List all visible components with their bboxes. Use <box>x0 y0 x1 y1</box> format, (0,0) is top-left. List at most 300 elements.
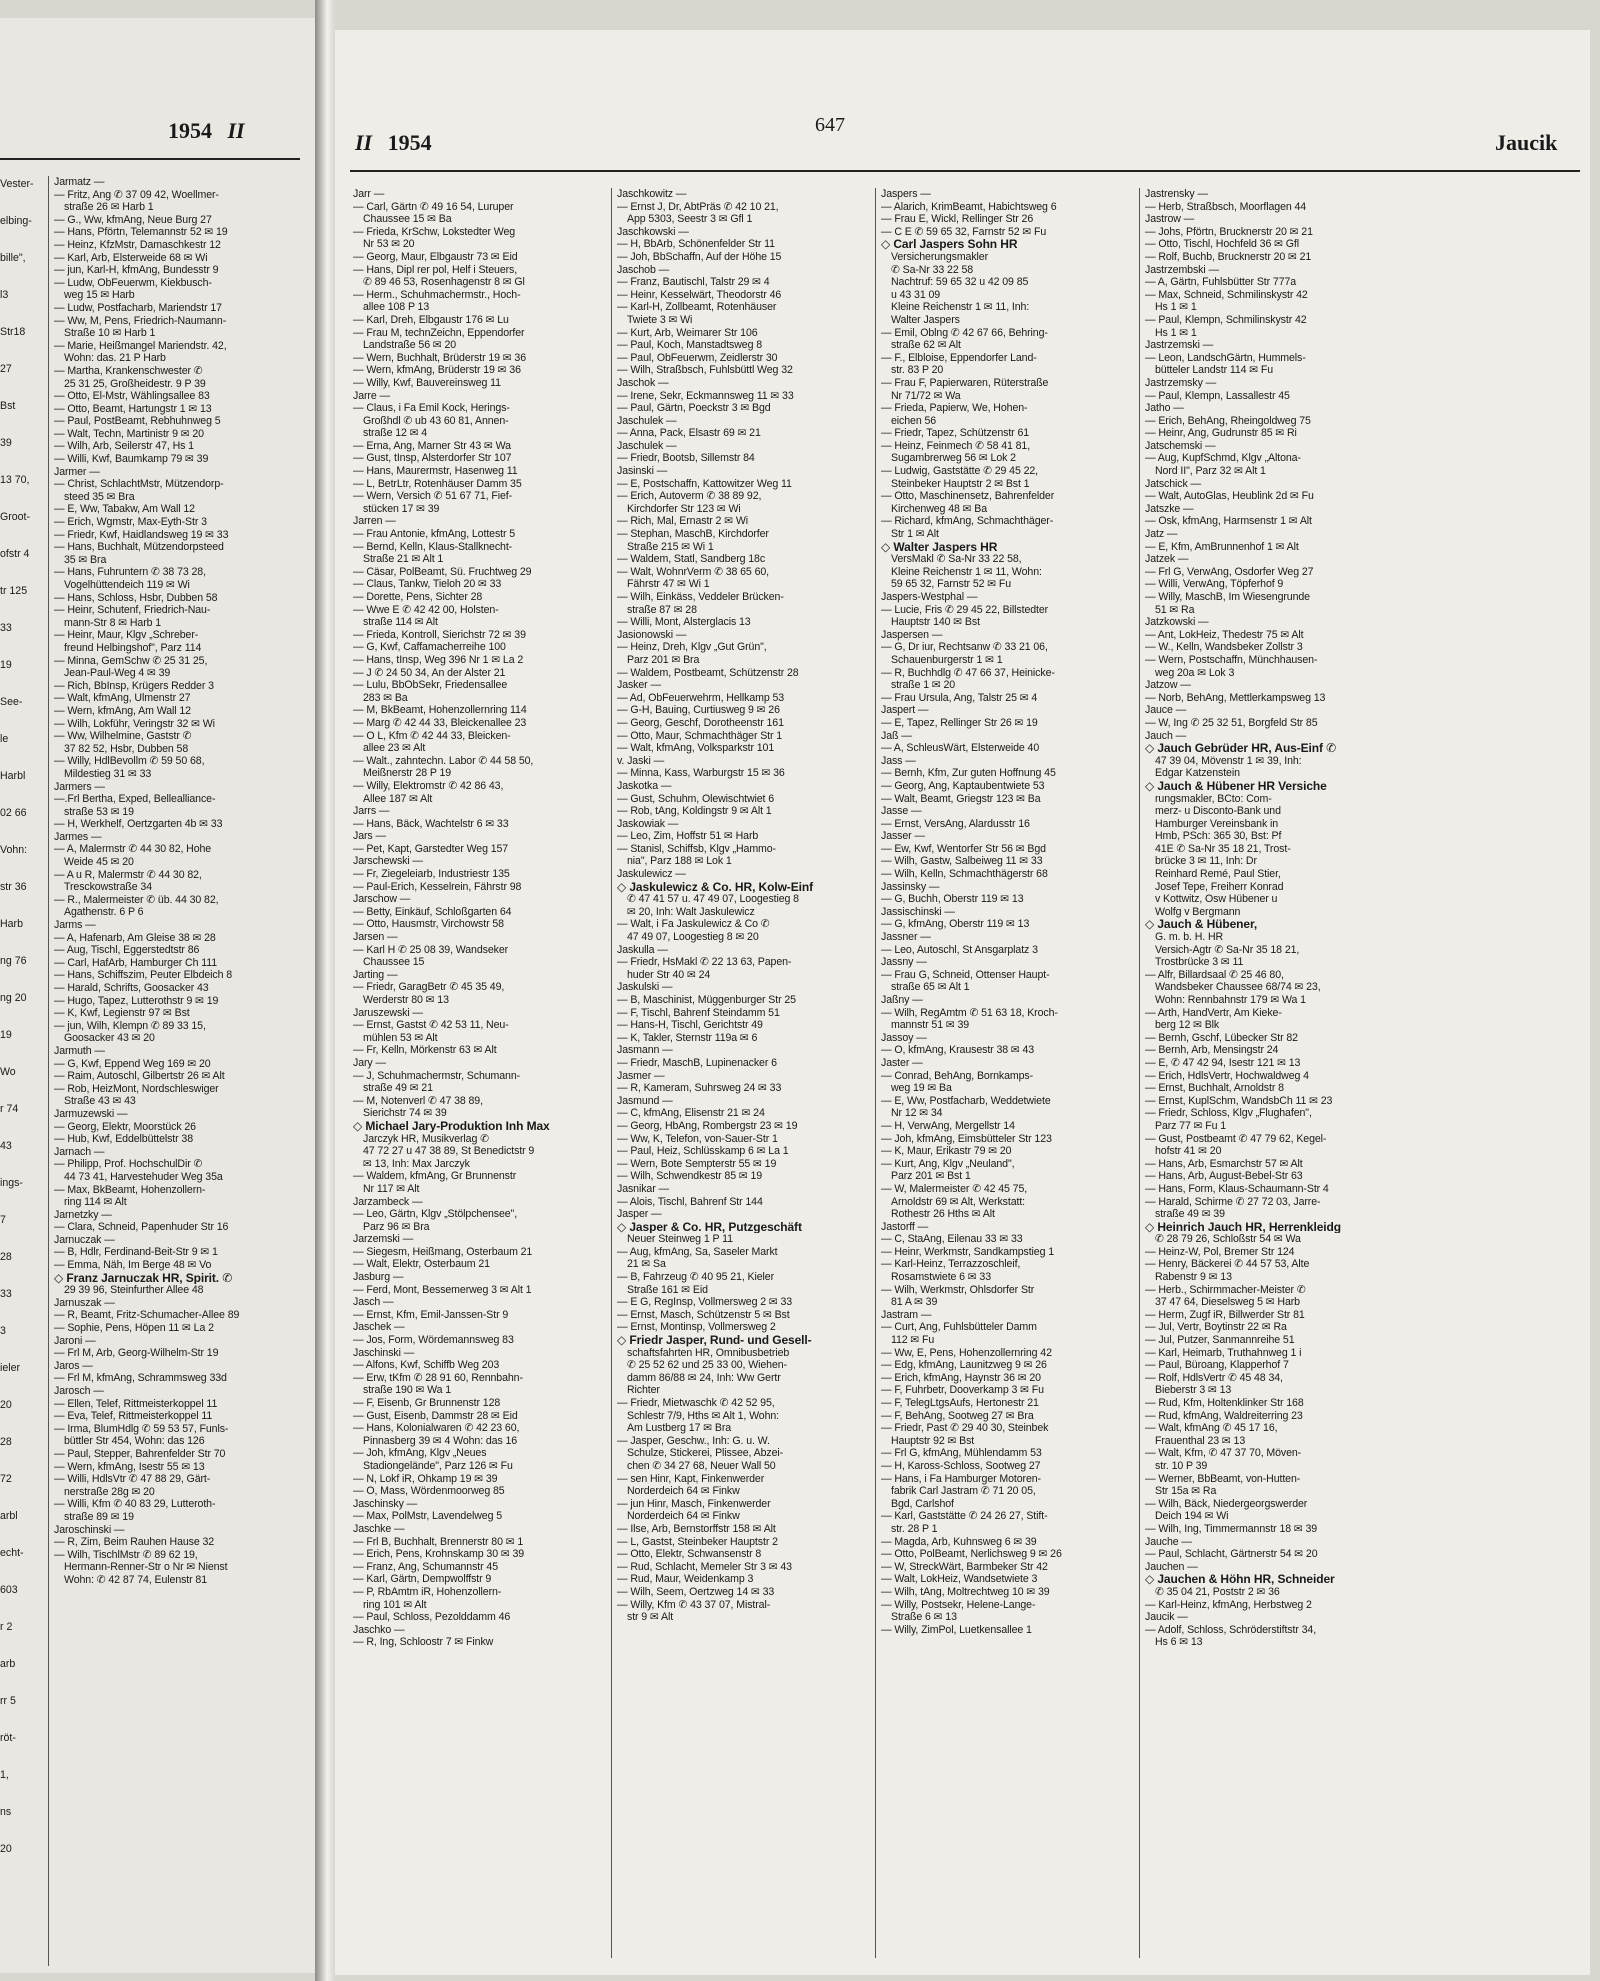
directory-entry-line: — B, Maschinist, Müggenburger Str 25 <box>617 994 796 1006</box>
directory-entry-line: — Erna, Ang, Marner Str 43 ✉ Wa <box>353 439 511 452</box>
directory-entry-line: 59 65 32, Farnstr 52 ✉ Fu <box>891 578 1012 591</box>
directory-entry-line: ◇ Michael Jary-Produktion Inh Max <box>353 1119 550 1133</box>
directory-entry-line: — Walt, LokHeiz, Wandsetwiete 3 <box>881 1573 1038 1586</box>
directory-entry-line: — Claus, Tankw, Tieloh 20 ✉ 33 <box>353 578 502 591</box>
margin-fragment: ng 20 <box>0 992 27 1004</box>
directory-entry-line: straße 65 ✉ Alt 1 <box>891 981 970 994</box>
directory-entry-line: — Aug, Tischl, Eggerstedtstr 86 <box>54 944 200 957</box>
directory-entry-line: Agathenstr. 6 P 6 <box>64 906 144 919</box>
directory-entry-line: Bgd, Carlshof <box>891 1497 954 1510</box>
directory-entry-line: — Cäsar, PolBeamt, Sü. Fruchtweg 29 <box>353 565 532 578</box>
directory-entry-line: — Walt, kfmAng, Ulmenstr 27 <box>54 692 191 705</box>
directory-entry-line: — Frau E, Wickl, Rellinger Str 26 <box>881 213 1034 226</box>
directory-entry-line: — A, SchleusWärt, Elsterweide 40 <box>881 742 1040 755</box>
directory-surname-heading: Jastram — <box>881 1308 932 1321</box>
directory-entry-line: straße 1 ✉ 20 <box>891 679 956 692</box>
directory-entry-line: — Frau Antonie, kfmAng, Lottestr 5 <box>353 528 516 541</box>
directory-entry-line: straße 89 ✉ 19 <box>64 1510 134 1523</box>
directory-entry-line: — Wilh, RegAmtm ✆ 51 63 18, Kroch- <box>881 1006 1058 1019</box>
directory-entry-line: Parz 201 ✉ Bra <box>627 653 700 666</box>
directory-entry-line: — Paul, ObFeuerwm, Zeidlerstr 30 <box>617 351 778 364</box>
margin-fragment: ings- <box>0 1177 23 1189</box>
directory-entry-line: merz- u Disconto-Bank und <box>1155 805 1281 818</box>
directory-entry-line: Straße 21 ✉ Alt 1 <box>363 553 444 566</box>
directory-entry-line: — G, Dr iur, Rechtsanw ✆ 33 21 06, <box>881 641 1048 654</box>
directory-entry-line: 112 ✉ Fu <box>891 1334 935 1347</box>
directory-surname-heading: Jarmuth — <box>54 1044 105 1057</box>
directory-entry-line: — Minna, GemSchw ✆ 25 31 25, <box>54 654 208 667</box>
directory-entry-line: — Ernst J, Dr, AbtPräs ✆ 42 10 21, <box>617 200 779 213</box>
directory-entry-line: — M, BkBeamt, Hohenzollernring 114 <box>353 704 527 717</box>
directory-entry-line: — Willy, MaschB, Im Wiesengrunde <box>1145 591 1310 603</box>
margin-fragment: le <box>0 733 9 745</box>
directory-surname-heading: Jarzambeck — <box>353 1195 423 1208</box>
directory-entry-line: — Curt, Ang, Fuhlsbütteler Damm <box>881 1321 1037 1334</box>
directory-entry-line: — Otto, Maur, Schmachthäger Str 1 <box>617 729 783 742</box>
directory-surname-heading: Jastrzemsky — <box>1145 376 1217 389</box>
directory-entry-line: — Hub, Kwf, Eddelbüttelstr 38 <box>54 1133 194 1146</box>
directory-surname-heading: Jarnuszak — <box>54 1296 115 1309</box>
directory-entry-line: — Wern, kfmAng, Am Wall 12 <box>54 704 191 717</box>
directory-entry-line: — Rud, Kfm, Holtenklinker Str 168 <box>1145 1397 1304 1409</box>
directory-entry-line: — Hans, i Fa Hamburger Motoren- <box>881 1472 1041 1485</box>
directory-entry-line: straße 114 ✉ Alt <box>363 616 438 629</box>
directory-entry-line: steed 35 ✉ Bra <box>64 490 135 503</box>
directory-entry-line: — Waldem, Postbeamt, Schützenstr 28 <box>617 666 799 679</box>
directory-entry-line: ◇ Jauch Gebrüder HR, Aus-Einf ✆ <box>1145 742 1337 755</box>
directory-entry-line: — Walt, WohnrVerm ✆ 38 65 60, <box>617 565 769 578</box>
directory-entry-line: — C E ✆ 59 65 32, Farnstr 52 ✉ Fu <box>881 225 1047 238</box>
directory-entry-line: v Kottwitz, Osw Hübener u <box>1155 893 1278 906</box>
directory-entry-line: Parz 96 ✉ Bra <box>363 1220 430 1233</box>
directory-entry-line: — Ww, E, Pens, Hohenzollernring 42 <box>881 1346 1052 1359</box>
directory-entry-line: — Heinr, Maur, Klgv „Schreber- <box>54 629 199 642</box>
directory-entry-line: Kirchenweg 48 ✉ Ba <box>891 502 988 515</box>
directory-entry-line: — Paul, Koch, Manstadtsweg 8 <box>617 339 763 352</box>
directory-entry-line: str. 83 P 20 <box>891 364 944 377</box>
directory-entry-line: — K, Maur, Erikastr 79 ✉ 20 <box>881 1145 1012 1158</box>
directory-entry-line: ✆ 35 04 21, Poststr 2 ✉ 36 <box>1155 1585 1280 1598</box>
directory-entry-line: — Paul, Klempn, Lassallestr 45 <box>1145 389 1290 402</box>
directory-entry-line: — Wilh, Seem, Oertzweg 14 ✉ 33 <box>617 1585 775 1598</box>
directory-entry-line: — Rud, kfmAng, Waldreiterring 23 <box>1145 1409 1303 1422</box>
directory-entry-line: Nr 12 ✉ 34 <box>891 1107 943 1120</box>
directory-entry-line: 47 72 27 u 47 38 89, St Benedictstr 9 <box>363 1145 535 1158</box>
directory-entry-line: — Gust, tInsp, Alsterdorfer Str 107 <box>353 452 512 465</box>
directory-entry-line: — Willy, Kfm ✆ 43 37 07, Mistral- <box>617 1598 771 1611</box>
directory-surname-heading: Jarnach — <box>54 1145 105 1158</box>
directory-entry-line: Rabenstr 9 ✉ 13 <box>1155 1271 1232 1284</box>
directory-entry-line: — Ellen, Telef, Rittmeisterkoppel 11 <box>54 1397 218 1410</box>
directory-entry-line: 44 73 41, Harvestehuder Weg 35a <box>64 1170 223 1183</box>
directory-entry-line: ring 114 ✉ Alt <box>64 1196 127 1209</box>
left-header-vol: II <box>227 118 245 143</box>
directory-surname-heading: Jaßny — <box>881 994 923 1006</box>
directory-entry-line: — Dorette, Pens, Sichter 28 <box>353 591 483 603</box>
right-header-vol: II <box>355 130 373 155</box>
directory-entry-line: Rothestr 26 Hths ✉ Alt <box>891 1208 995 1221</box>
directory-entry-line: — Wilh, Lokführ, Veringstr 32 ✉ Wi <box>54 717 215 730</box>
directory-entry-line: — R, Ing, Schloostr 7 ✉ Finkw <box>353 1636 494 1649</box>
directory-surname-heading: Jatzek — <box>1145 553 1189 566</box>
directory-entry-line: — Willy, ZimPol, Luetkensallee 1 <box>881 1623 1032 1636</box>
directory-entry-line: — R, Buchhdlg ✆ 47 66 37, Heinicke- <box>881 666 1055 679</box>
directory-surname-heading: Jarzemski — <box>353 1233 414 1246</box>
directory-entry-line: eichen 56 <box>891 414 937 427</box>
directory-entry-line: — E, ✆ 47 42 94, Isestr 121 ✉ 13 <box>1145 1056 1301 1069</box>
directory-entry-line: rungsmakler, BCto: Com- <box>1155 792 1272 805</box>
directory-entry-line: — Anna, Pack, Elsastr 69 ✉ 21 <box>617 427 761 440</box>
directory-entry-line: — Rolf, HdlsVertr ✆ 45 48 34, <box>1145 1371 1283 1384</box>
directory-entry-line: — Ew, Kwf, Wentorfer Str 56 ✉ Bgd <box>881 842 1046 855</box>
directory-entry-line: — Otto, El-Mstr, Wählingsallee 83 <box>54 390 210 403</box>
directory-entry-line: Schauenburgerstr 1 ✉ 1 <box>891 653 1003 666</box>
directory-entry-line: Nachtruf: 59 65 32 u 42 09 85 <box>891 276 1029 289</box>
directory-surname-heading: Jastrensky — <box>1145 188 1208 200</box>
directory-entry-line: Kleine Reichenstr 1 ✉ 11, Wohn: <box>891 565 1042 578</box>
directory-entry-line: — Hans, Bäck, Wachtelstr 6 ✉ 33 <box>353 817 509 830</box>
directory-entry-line: weg 15 ✉ Harb <box>64 289 135 302</box>
directory-entry-line: — Karl H ✆ 25 08 39, Wandseker <box>353 943 509 956</box>
directory-entry-line: — Willy, HdlBevollm ✆ 59 50 68, <box>54 755 205 768</box>
margin-fragment: l3 <box>0 289 9 301</box>
directory-entry-line: — Herm., Schuhmachermstr., Hoch- <box>353 288 521 301</box>
directory-entry-line: — Stanisl, Schiffsb, Klgv „Hammo- <box>617 842 776 855</box>
directory-entry-line: — W, StreckWärt, Barmbeker Str 42 <box>881 1560 1048 1573</box>
directory-entry-line: — Siegesm, Heißmang, Osterbaum 21 <box>353 1245 533 1258</box>
directory-entry-line: straße 49 ✉ 39 <box>1155 1208 1225 1221</box>
directory-entry-line: — Hans, Form, Klaus-Schaumann-Str 4 <box>1145 1182 1329 1195</box>
directory-entry-line: — Hans, Fuhruntern ✆ 38 73 28, <box>54 566 206 579</box>
margin-fragment: 7 <box>0 1214 6 1226</box>
directory-entry-line: — Walt, kfmAng ✆ 45 17 16, <box>1145 1422 1278 1435</box>
directory-entry-line: — Wilh, Gastw, Salbeiweg 11 ✉ 33 <box>881 855 1043 868</box>
directory-surname-heading: Jarrs — <box>353 805 390 818</box>
directory-entry-line: — Werner, BbBeamt, von-Hutten- <box>1145 1472 1301 1485</box>
directory-entry-line: — Walt, Beamt, Griegstr 123 ✉ Ba <box>881 792 1041 805</box>
directory-entry-line: — Heinr, Werkmstr, Sandkampstieg 1 <box>881 1245 1055 1258</box>
directory-entry-line: — Irene, Sekr, Eckmannsweg 11 ✉ 33 <box>617 389 794 402</box>
right-page <box>335 30 1590 1975</box>
directory-entry-line: — Rud, Maur, Weidenkamp 3 <box>617 1573 754 1586</box>
margin-fragment: 43 <box>0 1140 12 1152</box>
directory-surname-heading: Jary — <box>353 1056 386 1069</box>
directory-entry-line: — Irma, BlumHdlg ✆ 59 53 57, Funls- <box>54 1422 229 1435</box>
directory-entry-line: nerstraße 28g ✉ 20 <box>64 1485 155 1498</box>
directory-surname-heading: Jaspers-Westphal — <box>881 591 978 603</box>
margin-fragment: Harbl <box>0 770 26 782</box>
directory-entry-line: — Wilh, Einkäss, Veddeler Brücken- <box>617 591 784 603</box>
directory-entry-line: — Walt, kfmAng, Volksparkstr 101 <box>617 742 775 755</box>
directory-entry-line: — Erich, Pens, Krohnskamp 30 ✉ 39 <box>353 1548 525 1561</box>
directory-surname-heading: Jaskotka — <box>617 779 672 792</box>
directory-entry-line: — Karl-Heinz, Terrazzoschleif, <box>881 1258 1021 1271</box>
directory-entry-line: — Ludw, ObFeuerwm, Kiekbusch- <box>54 276 212 289</box>
margin-fragment: 39 <box>0 437 12 449</box>
directory-entry-line: — F, Tischl, Bahrenf Steindamm 51 <box>617 1006 780 1019</box>
directory-surname-heading: Jaskulski — <box>617 981 673 994</box>
directory-entry-line: ◇ Friedr Jasper, Rund- und Gesell- <box>617 1334 812 1347</box>
directory-entry-line: — Heinr, Schutenf, Friedrich-Nau- <box>54 604 211 617</box>
directory-entry-line: ◇ Walter Jaspers HR <box>881 540 998 554</box>
directory-entry-line: — Heinr, Kesselwärt, Theodorstr 46 <box>617 288 782 301</box>
directory-entry-line: — Fritz, Ang ✆ 37 09 42, Woellmer- <box>54 188 219 201</box>
directory-entry-line: — Walt., zahntechn. Labor ✆ 44 58 50, <box>353 754 534 767</box>
directory-surname-heading: Jaskulla — <box>617 943 668 956</box>
directory-entry-line: 283 ✉ Ba <box>363 691 408 704</box>
directory-entry-line: — Wwe E ✆ 42 42 00, Holsten- <box>353 603 499 616</box>
margin-fragment: bille", <box>0 252 26 264</box>
directory-entry-line: Wohn: Rennbahnstr 179 ✉ Wa 1 <box>1155 994 1306 1006</box>
directory-entry-line: Hmb, PSch: 365 30, Bst: Pf <box>1155 830 1282 843</box>
directory-entry-line: — Wern, Buchhalt, Brüderstr 19 ✉ 36 <box>353 351 526 364</box>
directory-entry-line: — E, Ww, Tabakw, Am Wall 12 <box>54 503 195 516</box>
directory-surname-heading: Jarmatz — <box>54 176 105 188</box>
directory-entry-line: — O, Mass, Wördenmoorweg 85 <box>353 1485 505 1498</box>
directory-entry-line: — Frl G, VerwAng, Osdorfer Weg 27 <box>1145 565 1314 578</box>
directory-entry-line: — Karl, Dreh, Elbgaustr 176 ✉ Lu <box>353 313 509 326</box>
directory-surname-heading: Jaschkowitz — <box>617 188 687 200</box>
directory-entry-line: — H, Werkhelf, Oertzgarten 4b ✉ 33 <box>54 818 223 831</box>
directory-entry-line: Hs 1 ✉ 1 <box>1155 301 1197 314</box>
directory-column-2 <box>617 188 869 1958</box>
directory-entry-line: — Otto, PolBeamt, Nerlichsweg 9 ✉ 26 <box>881 1548 1062 1561</box>
directory-entry-line: — A u R, Malermstr ✆ 44 30 82, <box>54 868 202 881</box>
directory-entry-line: — Willi, Kwf, Baumkamp 79 ✉ 39 <box>54 453 209 466</box>
directory-entry-line: — Alois, Tischl, Bahrenf Str 144 <box>617 1195 763 1208</box>
directory-entry-line: — Herm, Zugf iR, Billwerder Str 81 <box>1145 1308 1305 1321</box>
directory-entry-line: — Wilh, Arb, Seilerstr 47, Hs 1 <box>54 440 194 453</box>
directory-entry-line: straße 190 ✉ Wa 1 <box>363 1384 452 1397</box>
directory-entry-line: — Hugo, Tapez, Lutterothstr 9 ✉ 19 <box>54 994 219 1007</box>
directory-entry-line: — Georg, Ang, Kaptaubentwiete 53 <box>881 779 1045 792</box>
directory-entry-line: — Jasper, Geschw., Inh: G. u. W. <box>617 1434 770 1447</box>
directory-entry-line: ◇ Carl Jaspers Sohn HR <box>881 238 1018 251</box>
left-margin-fragments <box>0 178 40 1880</box>
column-divider-2 <box>875 188 876 1958</box>
directory-surname-heading: Jatszke — <box>1145 502 1194 515</box>
directory-surname-heading: v. Jaski — <box>617 754 665 767</box>
directory-entry-line: — H, Kaross-Schloss, Sootweg 27 <box>881 1459 1041 1472</box>
directory-entry-line: — Richard, kfmAng, Schmachthäger- <box>881 515 1054 528</box>
directory-entry-line: — Otto, Elektr, Schwansenstr 8 <box>617 1548 762 1561</box>
directory-surname-heading: Jaß — <box>881 729 912 742</box>
directory-entry-line: — Ww, K, Telefon, von-Sauer-Str 1 <box>617 1132 778 1145</box>
directory-entry-line: stücken 17 ✉ 39 <box>363 502 440 515</box>
directory-surname-heading: Jatschemski — <box>1145 439 1216 452</box>
directory-entry-line: Hamburger Vereinsbank in <box>1155 817 1279 830</box>
margin-fragment: arb <box>0 1658 16 1670</box>
directory-surname-heading: Jassischinski — <box>881 905 955 918</box>
directory-surname-heading: Jaschob — <box>617 263 670 276</box>
margin-fragment: 28 <box>0 1436 12 1448</box>
directory-entry-line: — B, Fahrzeug ✆ 40 95 21, Kieler <box>617 1271 775 1284</box>
directory-entry-line: Neuer Steinweg 1 P 11 <box>627 1233 733 1246</box>
directory-entry-line: — Wilh, Bäck, Niedergeorgswerder <box>1145 1497 1308 1510</box>
directory-entry-line: — Erich, HdlsVertr, Hochwaldweg 4 <box>1145 1069 1309 1082</box>
directory-entry-line: — Bernh, Kfm, Zur guten Hoffnung 45 <box>881 767 1056 780</box>
directory-entry-line: — Friedr, Past ✆ 29 40 30, Steinbek <box>881 1422 1049 1435</box>
directory-entry-line: — Otto, Beamt, Hartungstr 1 ✉ 13 <box>54 402 212 415</box>
directory-entry-line: hofstr 41 ✉ 20 <box>1155 1145 1222 1158</box>
directory-entry-line: — Erich, Autoverm ✆ 38 89 92, <box>617 490 762 503</box>
directory-entry-line: — Leo, Gärtn, Klgv „Stölpchensee", <box>353 1208 518 1221</box>
directory-entry-line: — Clara, Schneid, Papenhuder Str 16 <box>54 1221 229 1234</box>
directory-entry-line: — sen Hinr, Kapt, Finkenwerder <box>617 1472 765 1485</box>
directory-entry-line: str. 10 P 39 <box>1155 1459 1208 1472</box>
directory-entry-line: — O, kfmAng, Krausestr 38 ✉ 43 <box>881 1044 1035 1057</box>
directory-surname-heading: Jatz — <box>1145 528 1178 541</box>
directory-entry-line: — Heinz-W, Pol, Bremer Str 124 <box>1145 1245 1295 1258</box>
directory-surname-heading: Jasper — <box>617 1208 662 1221</box>
directory-entry-line: — Wilh, tAng, Moltrechtweg 10 ✉ 39 <box>881 1585 1050 1598</box>
directory-entry-line: — Lulu, BbObSekr, Friedensallee <box>353 679 508 692</box>
directory-entry-line: — E, Postschaffn, Kattowitzer Weg 11 <box>617 477 792 490</box>
directory-entry-line: büttler Str 454, Wohn: das 126 <box>64 1435 205 1448</box>
margin-fragment: 19 <box>0 659 12 671</box>
directory-entry-line: ring 101 ✉ Alt <box>363 1598 427 1611</box>
directory-entry-line: — Hans, Pförtn, Telemannstr 52 ✉ 19 <box>54 226 228 239</box>
margin-fragment: 33 <box>0 1288 12 1300</box>
column-divider-3 <box>1139 188 1140 1958</box>
directory-entry-line: — Wern, Bote Sempterstr 55 ✉ 19 <box>617 1157 777 1170</box>
directory-surname-heading: Jastorff — <box>881 1220 929 1233</box>
directory-surname-heading: Jasse — <box>881 805 922 818</box>
directory-entry-line: — Paul, Schloss, Pezolddamm 46 <box>353 1611 511 1624</box>
margin-fragment: r 74 <box>0 1103 19 1115</box>
directory-entry-line: —.Frl Bertha, Exped, Bellealliance- <box>54 793 216 806</box>
directory-entry-line: — Emil, Oblng ✆ 42 67 66, Behring- <box>881 326 1048 339</box>
directory-surname-heading: Jaskowiak — <box>617 817 679 830</box>
directory-surname-heading: Jaschke — <box>353 1522 405 1535</box>
directory-entry-line: ◇ Jasper & Co. HR, Putzgeschäft <box>617 1220 802 1234</box>
directory-surname-heading: Jaschok — <box>617 376 669 389</box>
directory-entry-line: — Alarich, KrimBeamt, Habichtsweg 6 <box>881 200 1057 213</box>
directory-entry-line: — Aug, kfmAng, Sa, Saseler Markt <box>617 1245 778 1258</box>
directory-entry-line: Sierichstr 74 ✉ 39 <box>363 1107 447 1120</box>
directory-surname-heading: Jatschick — <box>1145 477 1202 490</box>
directory-entry-line: — Frau F, Papierwaren, Rüterstraße <box>881 376 1049 389</box>
directory-entry-line: — Walt, i Fa Jaskulewicz & Co ✆ <box>617 918 770 931</box>
directory-surname-heading: Jaschulek — <box>617 414 677 427</box>
directory-entry-line: — K, Kwf, Legienstr 97 ✉ Bst <box>54 1007 190 1020</box>
directory-entry-line: — K, Takler, Sternstr 119a ✉ 6 <box>617 1031 758 1044</box>
directory-entry-line: Norderdeich 64 ✉ Finkw <box>627 1485 740 1498</box>
directory-entry-line: — Pet, Kapt, Garstedter Weg 157 <box>353 842 509 855</box>
directory-entry-line: Schulze, Stickerei, Plissee, Abzei- <box>627 1447 784 1460</box>
directory-entry-line: — Ernst, KuplSchm, WandsbCh 11 ✉ 23 <box>1145 1094 1333 1107</box>
directory-entry-line: Nord II", Parz 32 ✉ Alt 1 <box>1155 465 1266 478</box>
margin-fragment: 72 <box>0 1473 12 1485</box>
directory-entry-line: 47 49 07, Loogestieg 8 ✉ 20 <box>627 931 759 944</box>
directory-entry-line: Nr 71/72 ✉ Wa <box>891 389 961 402</box>
directory-entry-line: — Joh, BbSchaffn, Auf der Höhe 15 <box>617 250 782 263</box>
directory-entry-line: straße 53 ✉ 19 <box>64 805 134 818</box>
directory-entry-line: — Max, Schneid, Schmilinskystr 42 <box>1145 288 1308 301</box>
directory-entry-line: — Frieda, Kontroll, Sierichstr 72 ✉ 39 <box>353 628 526 641</box>
directory-surname-heading: Jatzow — <box>1145 679 1191 692</box>
directory-entry-line: — Otto, Maschinensetz, Bahrenfelder <box>881 490 1055 503</box>
left-page-column <box>54 176 312 1966</box>
directory-entry-line: — Edg, kfmAng, Launitzweg 9 ✉ 26 <box>881 1359 1047 1372</box>
directory-entry-line: Hs 6 ✉ 13 <box>1155 1636 1203 1649</box>
directory-surname-heading: Jasmund — <box>617 1094 673 1107</box>
directory-entry-line: — Marg ✆ 42 44 33, Bleickenallee 23 <box>353 716 527 729</box>
directory-surname-heading: Jatzkowski — <box>1145 616 1209 629</box>
directory-surname-heading: Jasmer — <box>617 1069 665 1082</box>
directory-entry-line: — Frl B, Buchhalt, Brennerstr 80 ✉ 1 <box>353 1535 524 1548</box>
directory-entry-line: ◇ Jauchen & Höhn HR, Schneider <box>1145 1573 1335 1586</box>
directory-entry-line: — G, Kwf, Eppend Weg 169 ✉ 20 <box>54 1057 211 1070</box>
directory-entry-line: mannstr 51 ✉ 39 <box>891 1019 970 1032</box>
directory-entry-line: mühlen 53 ✉ Alt <box>363 1031 438 1044</box>
directory-surname-heading: Jarsen — <box>353 931 398 944</box>
directory-entry-line: — Georg, Elektr, Moorstück 26 <box>54 1120 196 1133</box>
directory-entry-line: — F, Fuhrbetr, Dooverkamp 3 ✉ Fu <box>881 1384 1044 1397</box>
margin-fragment: 3 <box>0 1325 6 1337</box>
directory-surname-heading: Jars — <box>353 830 386 843</box>
directory-entry-line: — A, Gärtn, Fuhlsbütter Str 777a <box>1145 276 1297 289</box>
directory-entry-line: 47 39 04, Mövenstr 1 ✉ 39, Inh: <box>1155 754 1302 767</box>
directory-entry-line: Straße 10 ✉ Harb 1 <box>64 327 156 340</box>
directory-entry-line: ✉ 20, Inh: Walt Jaskulewicz <box>627 905 755 918</box>
directory-surname-heading: Jaspersen — <box>881 628 943 641</box>
directory-entry-line: berg 12 ✉ Blk <box>1155 1019 1220 1032</box>
directory-entry-line: — N, Lokf iR, Ohkamp 19 ✉ 39 <box>353 1472 498 1485</box>
directory-entry-line: — Frieda, KrSchw, Lokstedter Weg <box>353 225 516 238</box>
directory-surname-heading: Jassinsky — <box>881 880 940 893</box>
directory-entry-line: — Alfr, Billardsaal ✆ 25 46 80, <box>1145 968 1284 981</box>
directory-entry-line: — Betty, Einkäuf, Schloßgarten 64 <box>353 905 512 918</box>
directory-entry-line: VersMakl ✆ Sa-Nr 33 22 58, <box>891 553 1022 566</box>
directory-entry-line: str. 28 P 1 <box>891 1522 938 1535</box>
directory-entry-line: Landstraße 56 ✉ 20 <box>363 339 457 352</box>
directory-entry-line: ◇ Franz Jarnuczak HR, Spirit. ✆ <box>54 1271 233 1285</box>
right-page-header-left <box>355 130 432 170</box>
directory-entry-line: — Johs, Pförtn, Brucknerstr 20 ✉ 21 <box>1145 225 1313 238</box>
margin-fragment: Vester- <box>0 178 34 190</box>
directory-entry-line: — Frl M, Arb, Georg-Wilhelm-Str 19 <box>54 1347 219 1360</box>
directory-entry-line: — Georg, HbAng, Rombergstr 23 ✉ 19 <box>617 1119 798 1132</box>
directory-entry-line: — J ✆ 24 50 34, An der Alster 21 <box>353 666 506 679</box>
directory-entry-line: Steinbeker Hauptstr 2 ✉ Bst 1 <box>891 477 1030 490</box>
directory-entry-line: — Hans, Arb, August-Bebel-Str 63 <box>1145 1170 1303 1183</box>
directory-surname-heading: Jarting — <box>353 968 398 981</box>
directory-entry-line: — Conrad, BehAng, Bornkamps- <box>881 1069 1034 1082</box>
margin-fragment: tr 125 <box>0 585 28 597</box>
directory-entry-line: — Leon, LandschGärtn, Hummels- <box>1145 351 1306 364</box>
directory-entry-line: App 5303, Seestr 3 ✉ Gfl 1 <box>627 213 753 226</box>
directory-surname-heading: Jaucik — <box>1145 1611 1188 1624</box>
directory-entry-line: — Franz, Bautischl, Talstr 29 ✉ 4 <box>617 276 770 289</box>
directory-entry-line: — Friedr, Tapez, Schützenstr 61 <box>881 427 1030 440</box>
margin-fragment: 02 66 <box>0 807 27 819</box>
directory-entry-line: Werderstr 80 ✉ 13 <box>363 994 449 1006</box>
directory-entry-line: — Friedr, Schloss, Klgv „Flughafen", <box>1145 1107 1312 1120</box>
margin-fragment: ns <box>0 1806 12 1818</box>
directory-entry-line: straße 62 ✉ Alt <box>891 339 961 352</box>
directory-entry-line: — W, Malermeister ✆ 42 45 75, <box>881 1182 1028 1195</box>
directory-entry-line: — Ludw, Postfacharb, Mariendstr 17 <box>54 301 222 314</box>
left-header-year: 1954 <box>168 118 212 143</box>
directory-entry-line: brücke 3 ✉ 11, Inh: Dr <box>1155 855 1257 868</box>
directory-entry-line: Wolfg v Bergmann <box>1155 905 1241 918</box>
directory-entry-line: Tresckowstraße 34 <box>64 881 152 894</box>
directory-entry-line: — L, Gastst, Steinbeker Hauptstr 2 <box>617 1535 778 1548</box>
directory-entry-line: — Emma, Näh, Im Berge 48 ✉ Vo <box>54 1259 212 1272</box>
column-divider-1 <box>611 188 612 1958</box>
directory-surname-heading: Jauchen — <box>1145 1560 1198 1573</box>
